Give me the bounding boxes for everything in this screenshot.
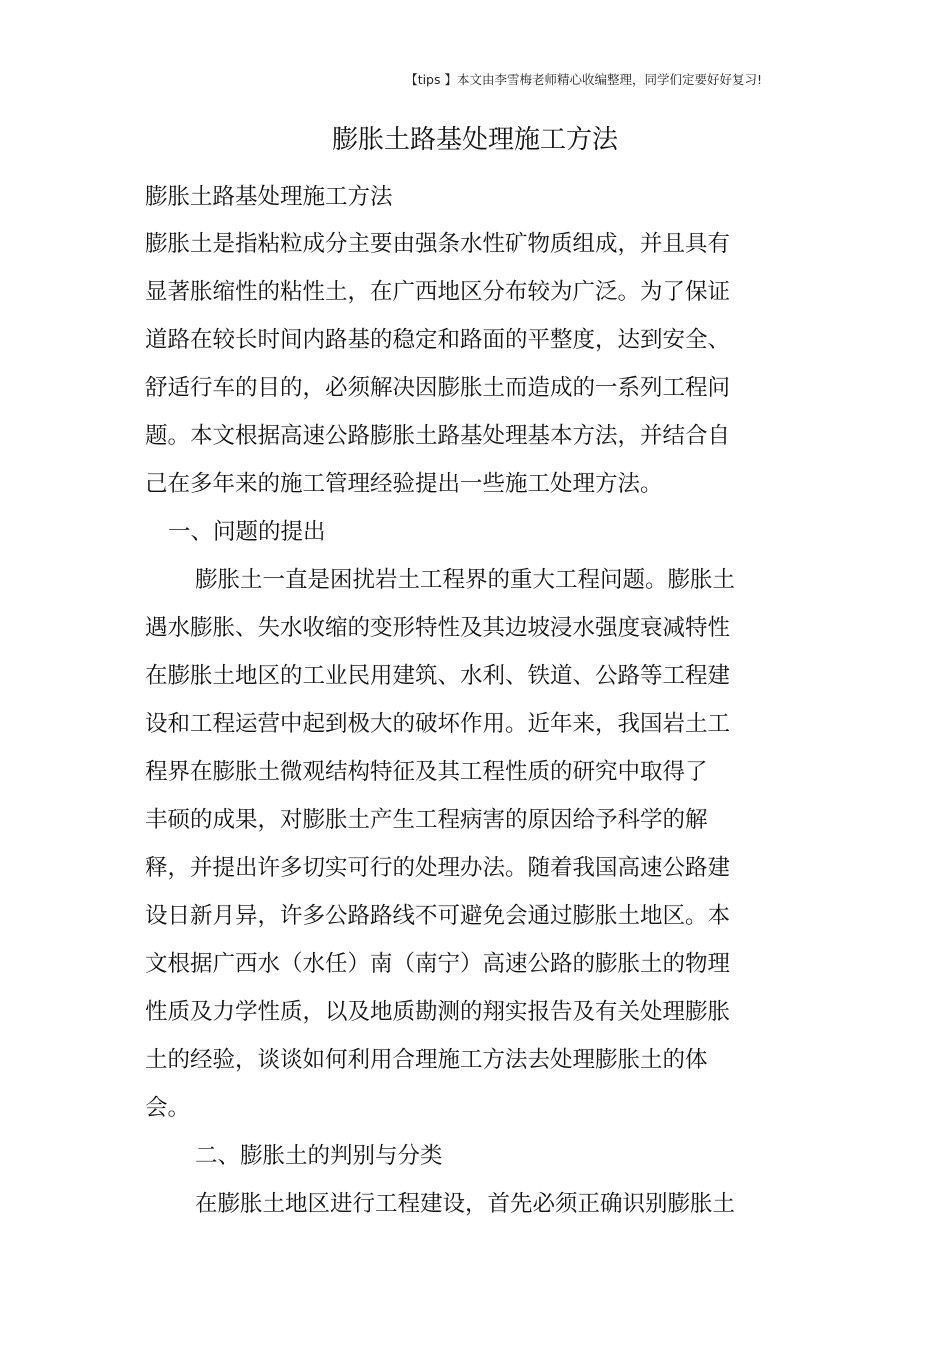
section1-line: 膨胀土一直是困扰岩土工程界的重大工程问题。膨胀土 [195, 567, 736, 593]
intro-line: 题。本文根据高速公路膨胀土路基处理基本方法，并结合自 [145, 423, 731, 449]
section1-line: 遇水膨胀、失水收缩的变形特性及其边坡浸水强度衰减特性 [145, 615, 731, 641]
section1-line: 丰硕的成果，对膨胀土产生工程病害的原因给予科学的解 [145, 807, 708, 833]
tips-header: 【tips 】本文由李雪梅老师精心收编整理，同学们定要好好复习! [405, 72, 762, 87]
section1-line: 性质及力学性质，以及地质勘测的翔实报告及有关处理膨胀 [145, 999, 731, 1025]
section1-line: 文根据广西水（水任）南（南宁）高速公路的膨胀土的物理 [145, 951, 731, 977]
section1-line: 释，并提出许多切实可行的处理办法。随着我国高速公路建 [145, 855, 731, 881]
section2-heading: 二、膨胀土的判别与分类 [195, 1143, 443, 1169]
intro-line: 显著胀缩性的粘性土，在广西地区分布较为广泛。为了保证 [145, 279, 731, 305]
section1-line: 设日新月异，许多公路路线不可避免会通过膨胀土地区。本 [145, 903, 731, 929]
section1-line: 在膨胀土地区的工业民用建筑、水利、铁道、公路等工程建 [145, 663, 731, 689]
section2-line: 在膨胀土地区进行工程建设，首先必须正确识别膨胀土 [195, 1191, 736, 1217]
document-title: 膨胀土路基处理施工方法 [331, 125, 618, 155]
intro-line: 道路在较长时间内路基的稳定和路面的平整度，达到安全、 [145, 327, 731, 353]
section1-heading: 一、问题的提出 [168, 519, 326, 545]
intro-line: 舒适行车的目的，必须解决因膨胀土而造成的一系列工程问 [145, 375, 731, 401]
document-subtitle: 膨胀土路基处理施工方法 [145, 184, 393, 210]
section1-line: 程界在膨胀土微观结构特征及其工程性质的研究中取得了 [145, 759, 708, 785]
intro-line: 己在多年来的施工管理经验提出一些施工处理方法。 [145, 471, 663, 497]
intro-line: 膨胀土是指粘粒成分主要由强条水性矿物质组成，并且具有 [145, 231, 731, 257]
section1-line: 设和工程运营中起到极大的破坏作用。近年来，我国岩土工 [145, 711, 731, 737]
section1-line: 会。 [145, 1095, 191, 1121]
section1-line: 土的经验，谈谈如何利用合理施工方法去处理膨胀土的体 [145, 1047, 708, 1073]
